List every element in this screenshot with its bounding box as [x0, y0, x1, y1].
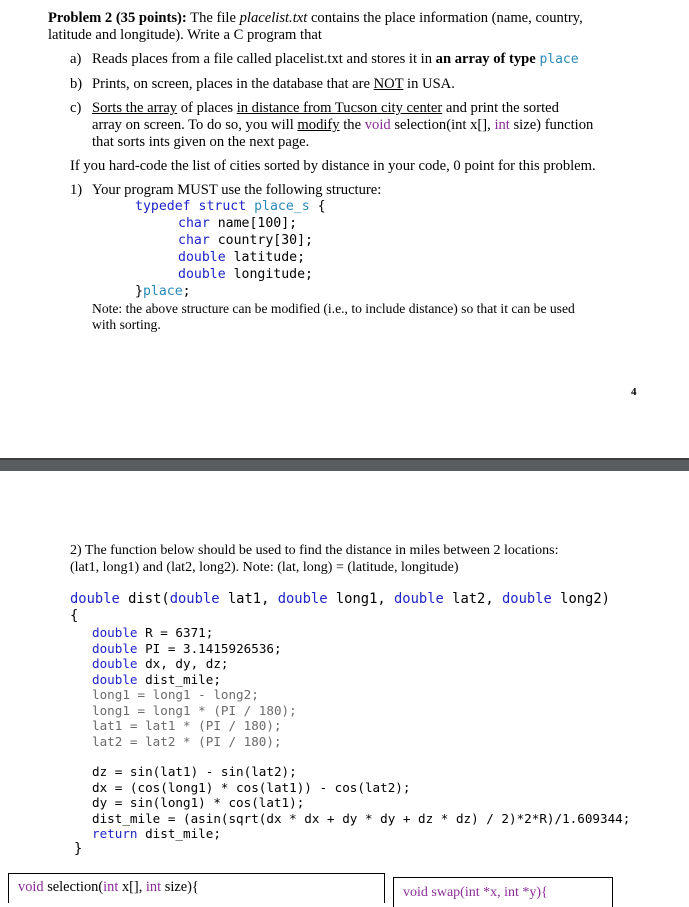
- item-c-marker: c): [70, 100, 82, 116]
- swap-code-box: [393, 877, 613, 907]
- code-line-distmile: dist_mile = (asin(sqrt(dx * dx + dy * dy + dz * dz) / 2)*2*R)/1.609344;: [92, 810, 631, 826]
- item-c-l2-pre: array on screen. To do so, you will: [92, 117, 298, 133]
- code-longitude-field: [178, 266, 313, 283]
- item-a-body: Reads places from a file called placelist.txt and stores it in: [92, 51, 436, 67]
- code-keyword-void: void: [18, 879, 44, 895]
- item-c-l2-mid: the: [339, 117, 365, 133]
- code-name-field: [178, 215, 297, 232]
- code-param: long1,: [327, 591, 394, 607]
- note-line-1: Note: the above structure can be modified (i.e., to include distance) so that it can be used: [92, 301, 575, 316]
- code-statement: R = 6371;: [137, 625, 214, 640]
- code-field: latitude;: [225, 250, 306, 265]
- code-keyword: double: [92, 640, 138, 656]
- code-type-name: place: [142, 284, 183, 299]
- code-field: name[100];: [209, 216, 298, 231]
- item-a-text: [92, 51, 579, 68]
- item-c-post: and print the sorted: [442, 100, 559, 116]
- code-keyword: double: [393, 591, 444, 607]
- code-line-long1-diff: long1 = long1 - long2;: [92, 687, 259, 702]
- code-param: lat2,: [443, 591, 502, 607]
- code-struct-name: place_s: [254, 199, 310, 214]
- code-keyword: double: [178, 250, 226, 265]
- selection-signature: [18, 879, 199, 896]
- code-keyword: double: [169, 591, 220, 607]
- code-param: x[],: [118, 879, 146, 895]
- code-latitude-field: [178, 249, 305, 266]
- structure-text: Your program MUST use the following structure:: [92, 182, 382, 198]
- problem-intro-text: The file: [186, 10, 240, 26]
- code-semicolon: ;: [182, 284, 191, 299]
- code-param: lat1,: [219, 591, 278, 607]
- problem-line-2: latitude and longitude). Write a C program that: [48, 27, 322, 43]
- item-b-marker: b): [70, 76, 83, 92]
- structure-marker: 1): [70, 182, 83, 198]
- code-keyword-int: int: [145, 879, 162, 895]
- page-number: 4: [631, 386, 637, 398]
- code-statement: dx, dy, dz;: [137, 656, 229, 671]
- item-c-l2-post: selection(int x[],: [390, 117, 495, 133]
- page-separator: [0, 458, 689, 471]
- item-c-line-2: [92, 117, 593, 134]
- item-b-text: [92, 76, 455, 93]
- item-c-line-3: that sorts ints given on the next page.: [92, 134, 310, 150]
- item-c-ul-1: Sorts the array: [92, 100, 178, 116]
- code-line-dz: dz = sin(lat1) - sin(lat2);: [92, 764, 297, 779]
- code-statement: dist_mile;: [137, 826, 221, 841]
- document-page-2: [0, 471, 689, 900]
- code-param: size){: [161, 879, 199, 895]
- code-keyword: double: [70, 591, 120, 607]
- code-field: longitude;: [225, 267, 313, 282]
- code-function-name: dist(: [119, 591, 170, 607]
- item-a-bold: an array of type: [435, 51, 536, 67]
- code-open-brace: {: [70, 608, 79, 624]
- item-a-code: place: [539, 52, 579, 67]
- swap-signature: void swap(int *x, int *y){: [403, 885, 548, 900]
- code-brace: {: [309, 199, 326, 214]
- filename: placelist.txt: [239, 10, 308, 26]
- code-line-lat1-rad: lat1 = lat1 * (PI / 180);: [92, 718, 282, 733]
- distance-intro-line-1: 2) The function below should be used to find the distance in miles between 2 locations:: [70, 543, 559, 558]
- code-keyword: double: [501, 591, 552, 607]
- code-param: long2): [551, 591, 610, 607]
- code-close-brace: }: [74, 841, 83, 857]
- code-line-distmile-decl: [92, 672, 221, 688]
- code-line-dy: dy = sin(long1) * cos(lat1);: [92, 795, 305, 810]
- code-line-long1-rad: long1 = long1 * (PI / 180);: [92, 702, 297, 718]
- code-function-signature: [70, 591, 610, 608]
- code-keyword: char: [178, 233, 210, 248]
- code-brace: }: [135, 284, 143, 299]
- code-keyword: double: [277, 591, 328, 607]
- item-c-ul-2: in distance from Tucson city center: [236, 100, 443, 116]
- code-closing-line: [135, 283, 191, 300]
- code-line-return: [92, 826, 221, 842]
- problem-heading: Problem 2 (35 points):: [48, 10, 187, 26]
- code-function-name: selection(: [43, 879, 104, 895]
- item-a-marker: a): [70, 51, 82, 67]
- distance-intro-line-2: (lat1, long1) and (lat2, long2). Note: (lat, long) = (latitude, longitude): [70, 560, 459, 575]
- code-keyword: double: [92, 671, 138, 687]
- item-b-underlined: NOT: [373, 76, 404, 92]
- item-c-mid: of places: [177, 100, 237, 116]
- problem-intro-text-2: contains the place information (name, country,: [307, 10, 583, 26]
- item-b-post: in USA.: [403, 76, 455, 92]
- code-keyword: char: [178, 216, 210, 231]
- problem-line-1: [48, 10, 583, 27]
- code-keyword: double: [92, 656, 138, 671]
- code-keyword: return: [92, 826, 138, 841]
- code-line-dx: dx = (cos(long1) * cos(lat1)) - cos(lat2);: [92, 779, 411, 795]
- item-c-l2-int: int: [494, 117, 510, 133]
- code-line-PI: [92, 641, 282, 657]
- item-c-l2-modify: modify: [297, 117, 340, 133]
- note-line-2: with sorting.: [92, 317, 161, 332]
- code-typedef-line: [135, 198, 326, 215]
- code-field: country[30];: [209, 233, 313, 248]
- item-c-l2-void: void: [364, 117, 391, 133]
- code-keyword: double: [92, 625, 138, 640]
- item-c-l2-end: size) function: [509, 117, 594, 133]
- code-statement: PI = 3.1415926536;: [137, 640, 282, 656]
- code-keyword: double: [178, 267, 226, 282]
- code-statement: dist_mile;: [137, 671, 221, 687]
- code-country-field: [178, 232, 313, 249]
- code-keyword-int: int: [103, 879, 119, 895]
- code-line-lat2-rad: lat2 = lat2 * (PI / 180);: [92, 733, 282, 749]
- code-line-dxdydz: [92, 656, 229, 672]
- hardcode-note: If you hard-code the list of cities sorted by distance in your code, 0 point for this problem.: [70, 158, 596, 174]
- selection-code-box: [8, 873, 385, 903]
- item-b-pre: Prints, on screen, places in the database that are: [92, 76, 374, 92]
- code-line-R: [92, 625, 213, 641]
- item-c-line-1: [92, 100, 559, 117]
- code-keyword: typedef struct: [135, 199, 247, 214]
